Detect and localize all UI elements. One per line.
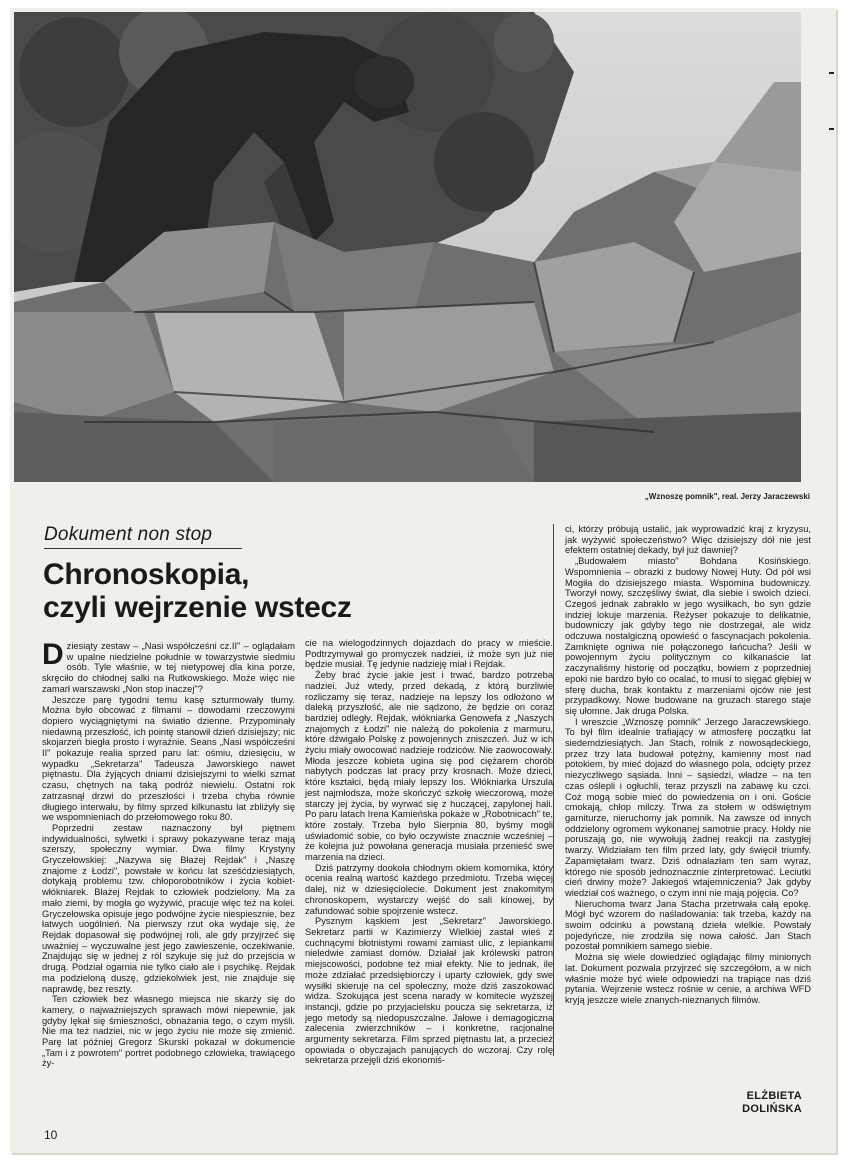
- photo-man-building-stone-wall: [14, 12, 801, 482]
- magazine-page: [10, 8, 836, 1153]
- article-photo: [14, 12, 801, 482]
- page-number: 10: [44, 1128, 58, 1142]
- paragraph-text: ziesiąty zestaw – „Nasi współcześni cz.II" – oglądałam w upalne niedzielne południe w towarzystwie siedmiu osób. Tyle właśnie, w tej nietypowej dla kina porze, skręciło do chłodnej salki na Rutkowskiego. Może więc nie zamarł warszawski „Non stop inaczej"?: [42, 641, 295, 694]
- headline-line-1: Chronoskopia,: [43, 558, 250, 591]
- edge-mark: [829, 128, 834, 130]
- paragraph: Poprzedni zestaw naznaczony był piętnem indywidualności, sylwetki i sprawy pokazywane teraz mają szerszy, społeczny wymiar. Dwa filmy Krystyny Gryczełowskiej: „Nazywa się Błażej Rejdak" i „Naszę znajome z Łodzi", powstałe w końcu lat sześćdziesiątych, dotykają problemu tzw. chłoporobotników i życia kobiet-włókniarek. Błażej Rejdak to człowiek podzielony. Ma za mało ziemi, by mogła go wyżywić, pracuje więc też na kolei. Gryczełowska opisuje jego podwójne życie niespiesznie, bez łatwych uogólnień. Na pierwszy rzut oka wydaje się, że Rejdak dopasował się podwójnej roli, ale gdy przyjrzeć się uważniej – wyczuwalne jest jego zawieszenie, oczekiwanie. Znajdując się w jednej z ról szykuje się już do przejścia w drugą. Podział ogarnia nie tylko ciało ale i psychikę. Rejdak ma podzieloną duszę, gdziekolwiek jest, nie znajduje się naprawdę, bez reszty.: [42, 822, 295, 994]
- text-column-2: [305, 638, 553, 1123]
- paragraph: Dziś patrzymy dookoła chłodnym okiem komornika, który ocenia realną wartość każdego przedmiotu. Trzeba więcej dalej, niż w dziesięciolecie. Dokument jest znakomitym chronoskopem, wystarczy wejść do sali kinowej, by zafundować sobie spojrzenie wstecz.: [305, 862, 553, 916]
- author-byline: [742, 1090, 802, 1116]
- paragraph: Nieruchoma twarz Jana Stacha przetrwała całą epokę. Mógł być wzorem do naśladowania: tak trzeba, każdy na swoim odcinku a powstaną dzieła wielkie. Powstały pojedyńcze, nie zrodziła się nowa całość. Jan Stach pozostał pomnikiem samego siebie.: [565, 898, 811, 952]
- section-kicker: Dokument non stop: [44, 524, 213, 545]
- paragraph: cie na wielogodzinnych dojazdach do pracy w mieście. Podtrzymywał go promyczek nadziei, iż może syn już nie będzie musiał. Tę jedynie nadzieję miał i Rejdak.: [305, 638, 553, 670]
- paragraph: Pysznym kąskiem jest „Sekretarz" Jaworskiego. Sekretarz partii w Kazimierzy Wielkiej zastał wieś z cuchnącymi błotnistymi rowami zamiast ulic, z lepiankami nieledwie zamiast domów. Działał jak królewski patron miejscowości, podobne też miał efekty. Nie to jednak, ile może zdziałać przedsiębiorczy i uparty człowiek, gdy swe wysiłki skieruje na cel społeczny, może dziś zaszokować widza. Szokująca jest scena narady w komitecie wyższej instancji, gdzie po przyjacielsku poucza się sekretarza, iż jego metody są niedopuszczalne. Jałowe i demagogiczna zalecenia zwierzchników – i konkretne, racjonalne argumenty sekretarza. Film sprzed piętnastu lat, a przecież opowiada o obyczajach panujących do wczoraj. Czy rolę sekretarza przejęli dziś ekonomiś-: [305, 916, 553, 1066]
- text-column-3: [565, 524, 811, 1084]
- paragraph: Ten człowiek bez własnego miejsca nie skarży się do kamery, o najważniejszych sprawach mówi niepewnie, jak gdyby lękał się śmieszności, obnażania tego, o czym myśli. Nie ma też nadziei, nic w jego życiu nie może się zmienić. Parę lat później Gregorz Skurski pokazał w dokumencie „Tam i z powrotem" portret podobnego człowieka, trawiącego ży-: [42, 994, 295, 1069]
- paragraph: [42, 638, 295, 695]
- column-divider: [553, 524, 554, 1056]
- article-headline: [43, 558, 563, 624]
- paragraph: ci, którzy próbują ustalić, jak wyprowadzić kraj z kryzysu, jak wyżywić społeczeństwo? Więc dzisiejszy dół nie jest efektem ostatniej dekady, był już dawniej?: [565, 524, 811, 556]
- author-first-name: ELŻBIETA: [746, 1090, 802, 1102]
- photo-caption: „Wznoszę pomnik", real. Jerzy Jaraczewski: [644, 492, 810, 501]
- paragraph: I wreszcie „Wznoszę pomnik" Jerzego Jaraczewskiego. To był film idealnie trafiający w atmosferę początku lat siedemdziesiątych. Jan Stach, rolnik z nowosądeckiego, przez trzy lata budował potężny, kamienny most nad potokiem, by mieć dojazd do własnego pola, odcięty przez niezyczliwego sąsiada. Inni – sąsiedzi, władze – na ten czas oślepli i ogłuchli, teraz przyszli na zabawę ku czci. Coż mogą sobie mieć do powiedzenia on i oni. Goście cmokają, chłop milczy. Trwa za stołem w odświętnym garniturze, nieruchomy jak pomnik. Na zawsze od innych oddzielony ogromem wykonanej samotnie pracy. Hołdy nie poruszają go, nie wywołują żadnej reakcji na zastygłej twarzy. Widziałam ten film przed laty, gdy święcił triumfy. Zapamiętałam twarz. Dziś odnalazłam ten sam wyraz, którego nie sposób jednoznacznie zinterpretować. Leciutki cień drwiny może? Jakiegoś wtajemniczenia? Jak gdyby wiedział coś ważnego, o czym inni nie mają pojęcia. Co?: [565, 716, 811, 898]
- text-column-1: [42, 638, 295, 1121]
- drop-cap: D: [42, 638, 64, 671]
- headline-line-2: czyli wejrzenie wstecz: [43, 591, 352, 624]
- kicker-underline: [44, 548, 242, 549]
- paragraph: Żeby brać życie jakie jest i trwać, bardzo potrzeba nadziei. Już wtedy, przed dekadą, z którą burzliwie rozliczamy się teraz, nadzieje na lepszy los odłożono w daleką przyszłość, ale nie sądzono, że będzie on coraz bardziej odległy. Rejdak, włókniarka Genowefa z „Naszych znajomych z Łodzi" nie należą do pokolenia z marmuru, które dźwigało Polskę z powojennych zniszczeń. Już w ich życiu miały owocować nadzieje rodziców. Nie zaowocowały. Młoda jeszcze kobieta ugina się pod ciężarem chorób nabytych podczas lat pracy przy krosnach. Może dzieci, które kształci, będą miały lepszy los. Włókniarka Urszula jest najmłodsza, może skończyć szkołę wieczorową, może starczy jej życia, by wyrwać się z huczącej, zapylonej hali. Po paru latach Irena Kamieńska pokaże w „Robotnicach" te, które zostały. Trzeba było Sierpnia 80, byśmy mogli uświadomić sobie, co było oczywiste znacznie wcześniej – że kolejna już powołana generacja musiała przenieść swe marzenia na dzieci.: [305, 670, 553, 863]
- paragraph: „Budowałem miasto" Bohdana Kosińskiego. Wspomnienia – obrazki z budowy Nowej Huty. Od pół wsi Mogiła do dzisiejszego miasta. Wspomina budowniczy. Tworzył nowy, szczęśliwy świat, dla siebie i swoich dzieci. Czegoś jednak zabrakło w jego wysiłkach, bo syn gdzie indziej lokuje marzenia. Reżyser pokazuje to delikatnie, budowniczy jak gdyby tego nie dostrzegał, ale widz odczuwa nostalgiczną opowieść o fascynacjach pokolenia. Zamknięte ogniwa nie połączonego łańcucha? Jeśli w powojennym życiu politycznym co kilkanaście lat zaczynaliśmy historię od początku, bowiem z poprzedniej epoki nie bardzo było co ocalać, to musi to sięgać głębiej w sferę ducha, brak kontaktu z marzeniami ojców nie jest przypadkowy. Nowe budowane na gruzach starego staje się ułomne. Jak druga Polska.: [565, 556, 811, 716]
- edge-mark: [829, 72, 834, 74]
- author-last-name: DOLIŃSKA: [742, 1103, 802, 1115]
- paragraph: Można się wiele dowiedzieć oglądając filmy minionych lat. Dokument pozwala przyjrzeć się szczegółom, a w nich właśnie może być wiele odpowiedzi na trapiące nas dziś pytania. Wejrzenie wstecz rośnie w cenie, a archiwa WFD kryją jeszcze wiele znanych-nieznanych filmów.: [565, 952, 811, 1005]
- paragraph: Jeszcze parę tygodni temu kasę szturmowały tłumy. Można było obcować z filmami – dowodami rzeczowymi dopiero wyciągniętymi na światło dzienne. Przypominały niedawną przeszłość, ich pointę stanowił dzień dzisiejszy; nic skojarzeń biegła prosto i wyraźnie. Seans „Nasi współcześni II" pokazuje realia sprzed paru lat: ośmiu, dziesięciu, w wypadku „Sekretarza" Tadeusza Jaworskiego nawet piętnastu. Dla żyjących dniami dzisiejszymi to wielki szmat czasu, chętnych na taką podróż niewielu. Ostatni rok zatrzasnął drzwi do przeszłości i trzeba chyba równie długiego interwału, by filmy sprzed kilkunastu lat zbliżyły się we wspomnieniach do przełomowego roku 80.: [42, 694, 295, 823]
